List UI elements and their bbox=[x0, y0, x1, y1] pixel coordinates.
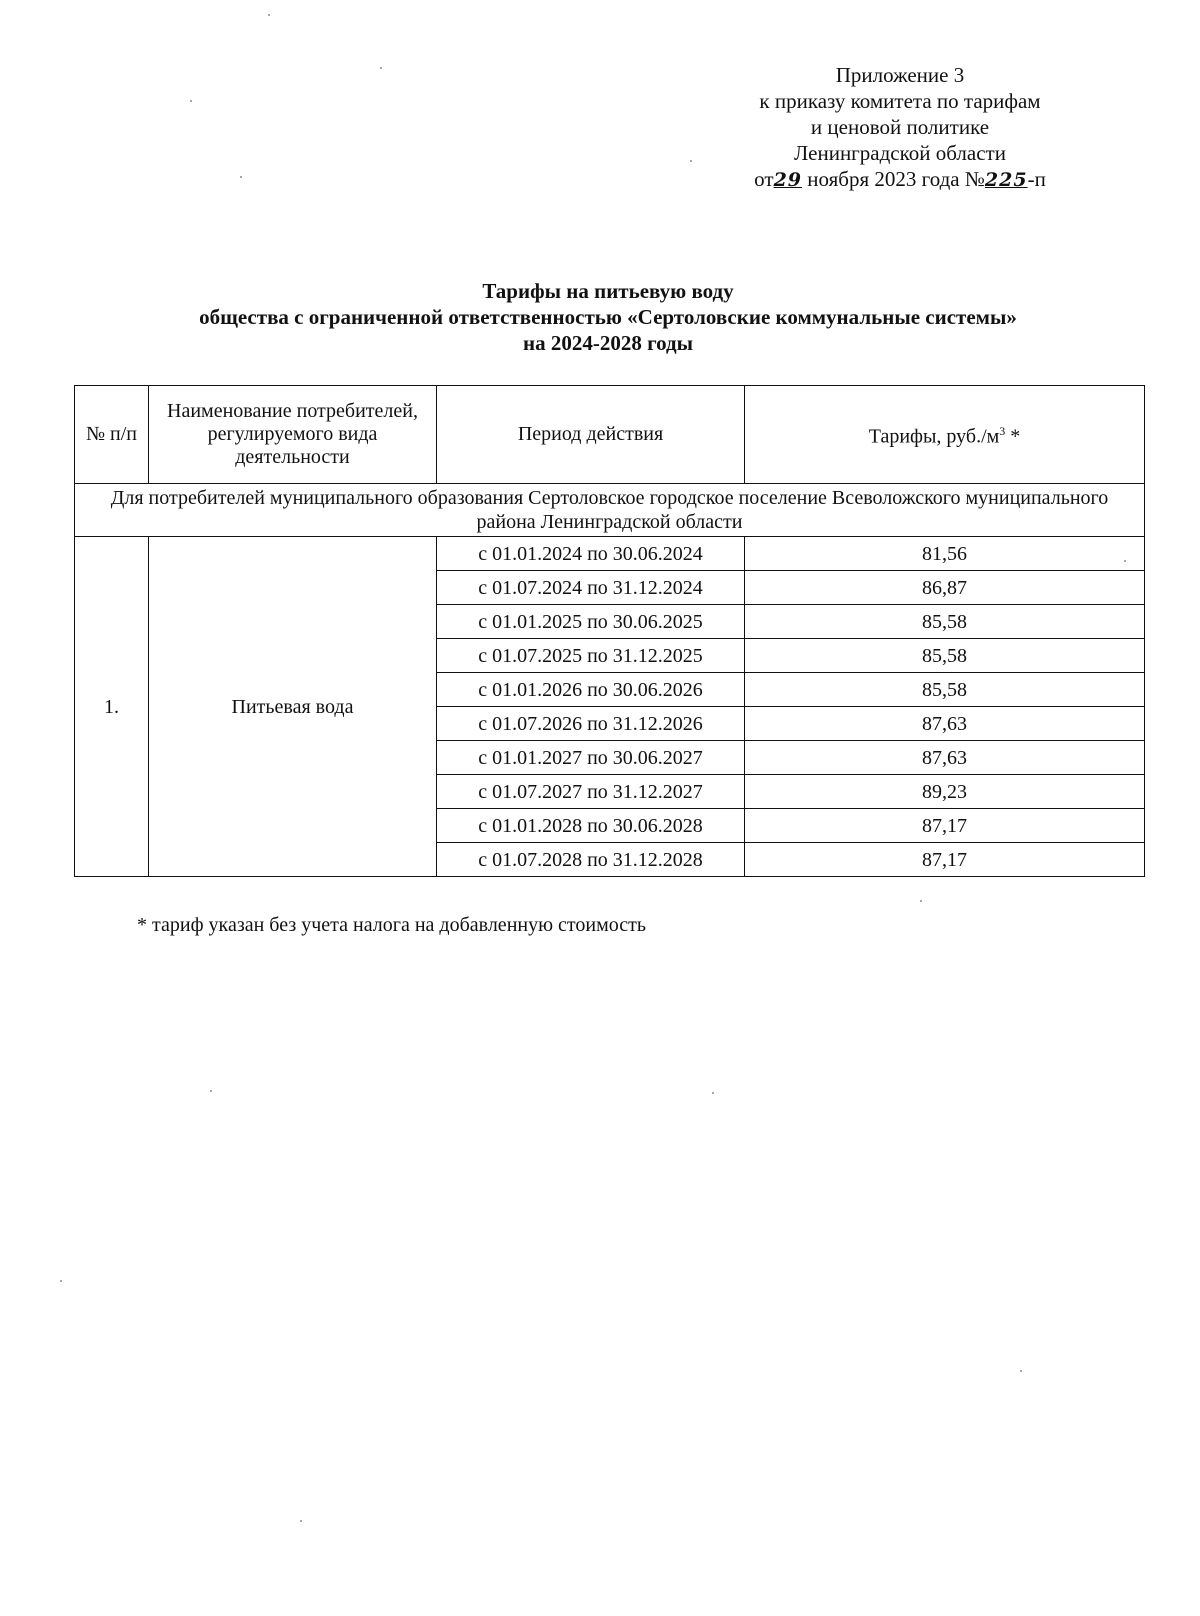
scan-speck bbox=[1020, 1370, 1022, 1372]
period-cell: с 01.07.2028 по 31.12.2028 bbox=[437, 843, 745, 877]
tariff-cell: 87,63 bbox=[745, 741, 1145, 775]
header-period: Период действия bbox=[437, 386, 745, 484]
annex-line-4: Ленинградской области bbox=[794, 141, 1006, 165]
header-number: № п/п bbox=[75, 386, 149, 484]
region-cell: Для потребителей муниципального образования Сертоловское городское поселение Всеволожского муниципального района Ленинградской области bbox=[75, 484, 1145, 537]
tariff-cell: 81,56 bbox=[745, 537, 1145, 571]
tariff-cell: 85,58 bbox=[745, 639, 1145, 673]
period-cell: с 01.01.2026 по 30.06.2026 bbox=[437, 673, 745, 707]
scan-speck bbox=[300, 1520, 302, 1522]
period-cell: с 01.07.2026 по 31.12.2026 bbox=[437, 707, 745, 741]
title-line-2: общества с ограниченной ответственностью «Сертоловские коммунальные системы» bbox=[199, 305, 1017, 329]
annex-date-prefix: от bbox=[754, 167, 774, 191]
tariff-table bbox=[74, 385, 1145, 877]
tariff-cell: 87,17 bbox=[745, 809, 1145, 843]
item-name-cell: Питьевая вода bbox=[149, 537, 437, 877]
tariff-cell: 86,87 bbox=[745, 571, 1145, 605]
title-line-3: на 2024-2028 годы bbox=[522, 331, 694, 355]
annex-date-middle: ноября 2023 года № bbox=[807, 167, 985, 191]
handwritten-day: 29 bbox=[773, 169, 803, 191]
region-row bbox=[75, 484, 1145, 537]
header-tariff-label: Тарифы, руб./м bbox=[868, 425, 1000, 448]
scan-speck bbox=[380, 67, 382, 69]
scan-speck bbox=[690, 160, 692, 162]
item-number-cell: 1. bbox=[75, 537, 149, 877]
handwritten-order-number: 225 bbox=[984, 169, 1028, 191]
scan-speck bbox=[190, 100, 192, 102]
header-tariff bbox=[745, 386, 1145, 484]
header-tariff-superscript: 3 bbox=[999, 424, 1006, 439]
header-tariff-asterisk: * bbox=[1005, 425, 1021, 448]
annex-line-1: Приложение 3 bbox=[835, 63, 965, 87]
tariff-cell: 87,63 bbox=[745, 707, 1145, 741]
scan-speck bbox=[240, 176, 242, 178]
tariff-cell: 87,17 bbox=[745, 843, 1145, 877]
annex-date-suffix: -п bbox=[1027, 167, 1046, 191]
period-cell: с 01.01.2024 по 30.06.2024 bbox=[437, 537, 745, 571]
tariff-cell: 89,23 bbox=[745, 775, 1145, 809]
period-cell: с 01.01.2027 по 30.06.2027 bbox=[437, 741, 745, 775]
header-consumer-name: Наименование потребителей, регулируемого вида деятельности bbox=[149, 386, 437, 484]
period-cell: с 01.01.2025 по 30.06.2025 bbox=[437, 605, 745, 639]
scan-speck bbox=[712, 1092, 714, 1094]
period-cell: с 01.07.2027 по 31.12.2027 bbox=[437, 775, 745, 809]
annex-line-2: к приказу комитета по тарифам bbox=[759, 89, 1041, 113]
table-row bbox=[75, 537, 1145, 571]
scan-speck bbox=[60, 1280, 62, 1282]
table-header-row bbox=[75, 386, 1145, 484]
annex-header bbox=[700, 62, 1100, 193]
title-line-1: Тарифы на питьевую воду bbox=[482, 279, 734, 303]
annex-line-3: и ценовой политике bbox=[810, 115, 990, 139]
tariff-cell: 85,58 bbox=[745, 605, 1145, 639]
document-title bbox=[0, 278, 1200, 356]
period-cell: с 01.01.2028 по 30.06.2028 bbox=[437, 809, 745, 843]
scan-speck bbox=[268, 14, 270, 16]
scan-speck bbox=[1124, 560, 1126, 562]
footnote: * тариф указан без учета налога на добавленную стоимость bbox=[137, 914, 646, 936]
annex-line-5 bbox=[700, 166, 1100, 193]
period-cell: с 01.07.2024 по 31.12.2024 bbox=[437, 571, 745, 605]
scan-speck bbox=[920, 900, 922, 902]
scan-speck bbox=[210, 1090, 212, 1092]
period-cell: с 01.07.2025 по 31.12.2025 bbox=[437, 639, 745, 673]
tariff-cell: 85,58 bbox=[745, 673, 1145, 707]
